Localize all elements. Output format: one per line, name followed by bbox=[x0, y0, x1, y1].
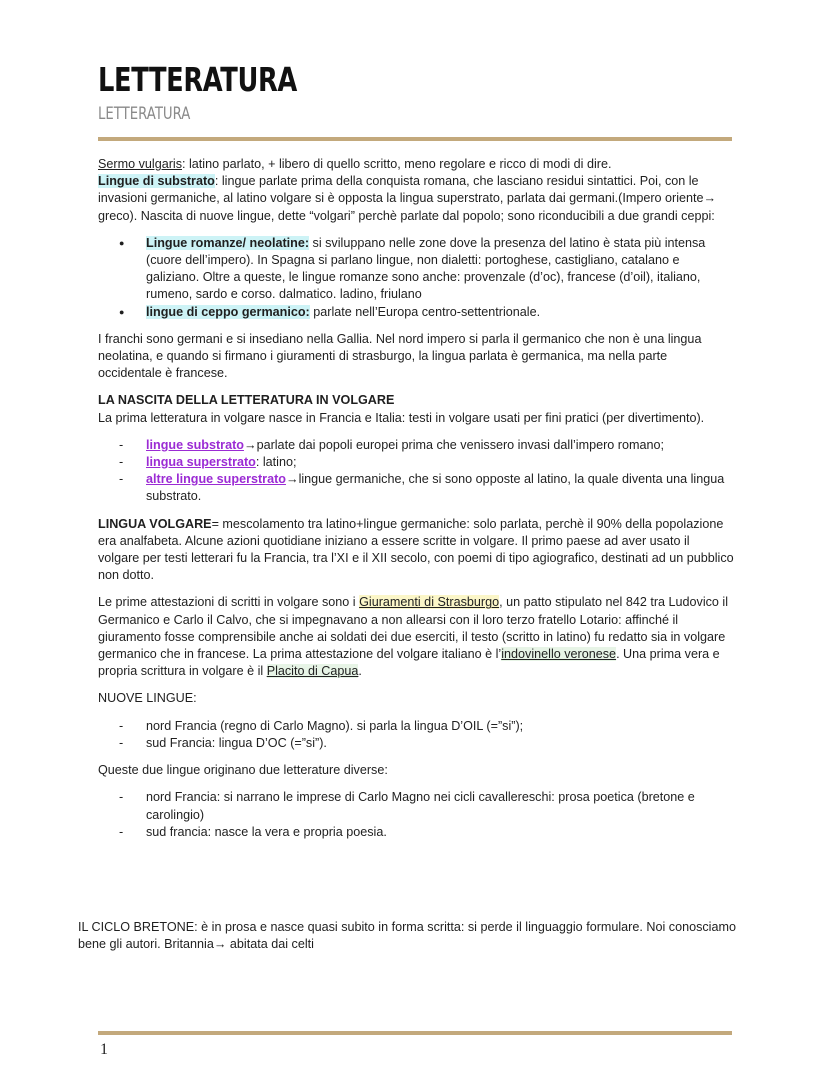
paragraph-sermo bbox=[98, 156, 734, 173]
list-item-text: →parlate dai popoli europei prima che venissero invasi dall’impero romano; bbox=[243, 437, 664, 452]
link-altre-lingue-superstrato[interactable]: altre lingue superstrato bbox=[146, 472, 286, 487]
lingue-list bbox=[98, 437, 734, 506]
substrato-definition: : lingue parlate prima della conquista romana, che lasciano residui sintattici. Poi, con le invasioni germaniche, al latino volgare si è opposta la lingua superstrato, parlata dai germani.(Impero oriente→ greco). Nascita di nuove lingue, dette “volgari” perchè parlate dal popolo; sono riconducibili a due grandi ceppi: bbox=[98, 174, 717, 223]
list-item-text: si sviluppano nelle zone dove la presenza del latino è stata più intensa (cuore dell’impero). In Spagna si parlano lingue, non dialetti: portoghese, castigliano, catalano e galiziano. Oltre a queste, le lingue romanze sono anche: provenzale (d’oc), francese (d’oil), italiano, rumeno, sardo e corso. dalmatico. ladino, friulano bbox=[146, 235, 706, 302]
text-fragment: , un patto stipulato nel 842 tra Ludovico il Germanico e Carlo il Calvo, che si impegnavano a non allearsi con il loro terzo fratello Lotario: affinché il giuramento fosse comprensibile anche ai soldati dei due eserciti, il testo (scritto in latino) fu redatto sia in volgare germanico che in francese. La prima attestazione del volgare italiano è l’ bbox=[98, 595, 729, 662]
bottom-divider bbox=[98, 1031, 732, 1035]
list-item: - nord Francia (regno di Carlo Magno). si parla la lingua D’OIL (=”si”); bbox=[146, 718, 734, 735]
page-title: LETTERATURA bbox=[98, 60, 297, 99]
top-divider bbox=[98, 137, 732, 141]
page-subtitle: LETTERATURA bbox=[98, 104, 191, 124]
paragraph-franchi: I franchi sono germani e si insediano nella Gallia. Nel nord impero si parla il germanico che non è una lingua neolatina, e quando si firmano i giuramenti di strasburgo, la lingua parlata è germanica, ma nella parte occidentale è francese. bbox=[98, 331, 702, 381]
term-sermo-vulgaris: Sermo vulgaris bbox=[98, 157, 182, 171]
link-placito-capua[interactable]: Placito di Capua bbox=[266, 664, 359, 679]
term-lingue-substrato: Lingue di substrato bbox=[98, 174, 215, 189]
list-item bbox=[146, 471, 734, 505]
list-item-text: →lingue germaniche, che si sono opposte al latino, la quale diventa una lingua substrato. bbox=[146, 472, 725, 504]
list-item bbox=[146, 304, 734, 321]
list-item: - nord Francia: si narrano le imprese di Carlo Magno nei cicli cavallereschi: prosa poetica (bretone e carolingio) bbox=[146, 789, 734, 823]
term-lingue-romanze: Lingue romanze/ neolatine: bbox=[146, 235, 310, 250]
paragraph-attestazioni bbox=[98, 594, 734, 680]
list-item: - sud Francia: lingua D’OC (=”si”). bbox=[146, 735, 734, 752]
term-ceppo-germanico: lingue di ceppo germanico: bbox=[146, 304, 310, 319]
lingua-volgare-definition: = mescolamento tra latino+lingue germaniche: solo parlata, perchè il 90% della popolazione era analfabeta. Alcune azioni quotidiane iniziano a essere scritte in volgare. Il primo paese ad aver usato il volgare per testi letterari fu la Francia, tra l’XI e il XII secolo, con poemi di tipo agiografico, destinati ad un pubblico non dotto. bbox=[98, 516, 734, 583]
link-giuramenti-strasburgo[interactable]: Giuramenti di Strasburgo bbox=[359, 595, 500, 610]
list-item: - sud francia: nasce la vera e propria poesia. bbox=[146, 824, 734, 841]
text-fragment: . Una prima vera e propria scrittura in volgare è il bbox=[98, 647, 720, 679]
text-fragment: Le prime attestazioni di scritti in volgare sono i bbox=[98, 595, 360, 610]
section-heading-nascita: LA NASCITA DELLA LETTERATURA IN VOLGARE bbox=[98, 393, 395, 408]
paragraph-substrato bbox=[98, 173, 734, 225]
list-item-text: parlate nell’Europa centro-settentrionale. bbox=[309, 304, 541, 319]
list-item bbox=[146, 454, 734, 471]
ceppi-list bbox=[98, 235, 734, 321]
link-lingua-superstrato[interactable]: lingua superstrato bbox=[146, 455, 256, 470]
paragraph-lingua-volgare bbox=[98, 516, 734, 585]
page-number: 1 bbox=[100, 1041, 108, 1058]
nuove-lingue-list bbox=[98, 718, 734, 752]
term-lingua-volgare: LINGUA VOLGARE bbox=[98, 516, 212, 531]
heading-nuove-lingue: NUOVE LINGUE: bbox=[98, 691, 197, 706]
link-lingue-substrato[interactable]: lingue substrato bbox=[146, 437, 244, 452]
heading-letterature: Queste due lingue originano due letterature diverse: bbox=[98, 763, 388, 778]
text-fragment: . bbox=[358, 664, 362, 679]
sermo-definition: : latino parlato, + libero di quello scritto, meno regolare e ricco di modi di dire. bbox=[182, 157, 612, 171]
letterature-list bbox=[98, 789, 734, 841]
paragraph-nascita: La prima letteratura in volgare nasce in Francia e Italia: testi in volgare usati per fini pratici (per divertimento). bbox=[98, 410, 705, 425]
list-item bbox=[146, 437, 734, 454]
paragraph-ciclo-bretone: IL CICLO BRETONE: è in prosa e nasce quasi subito in forma scritta: si perde il linguaggio formulare. Noi conosciamo bene gli autori. Britannia→ abitata dai celti bbox=[78, 920, 736, 952]
document-body bbox=[98, 156, 734, 851]
list-item bbox=[146, 235, 734, 304]
link-indovinello-veronese[interactable]: indovinello veronese bbox=[501, 647, 617, 662]
list-item-text: : latino; bbox=[255, 455, 297, 470]
